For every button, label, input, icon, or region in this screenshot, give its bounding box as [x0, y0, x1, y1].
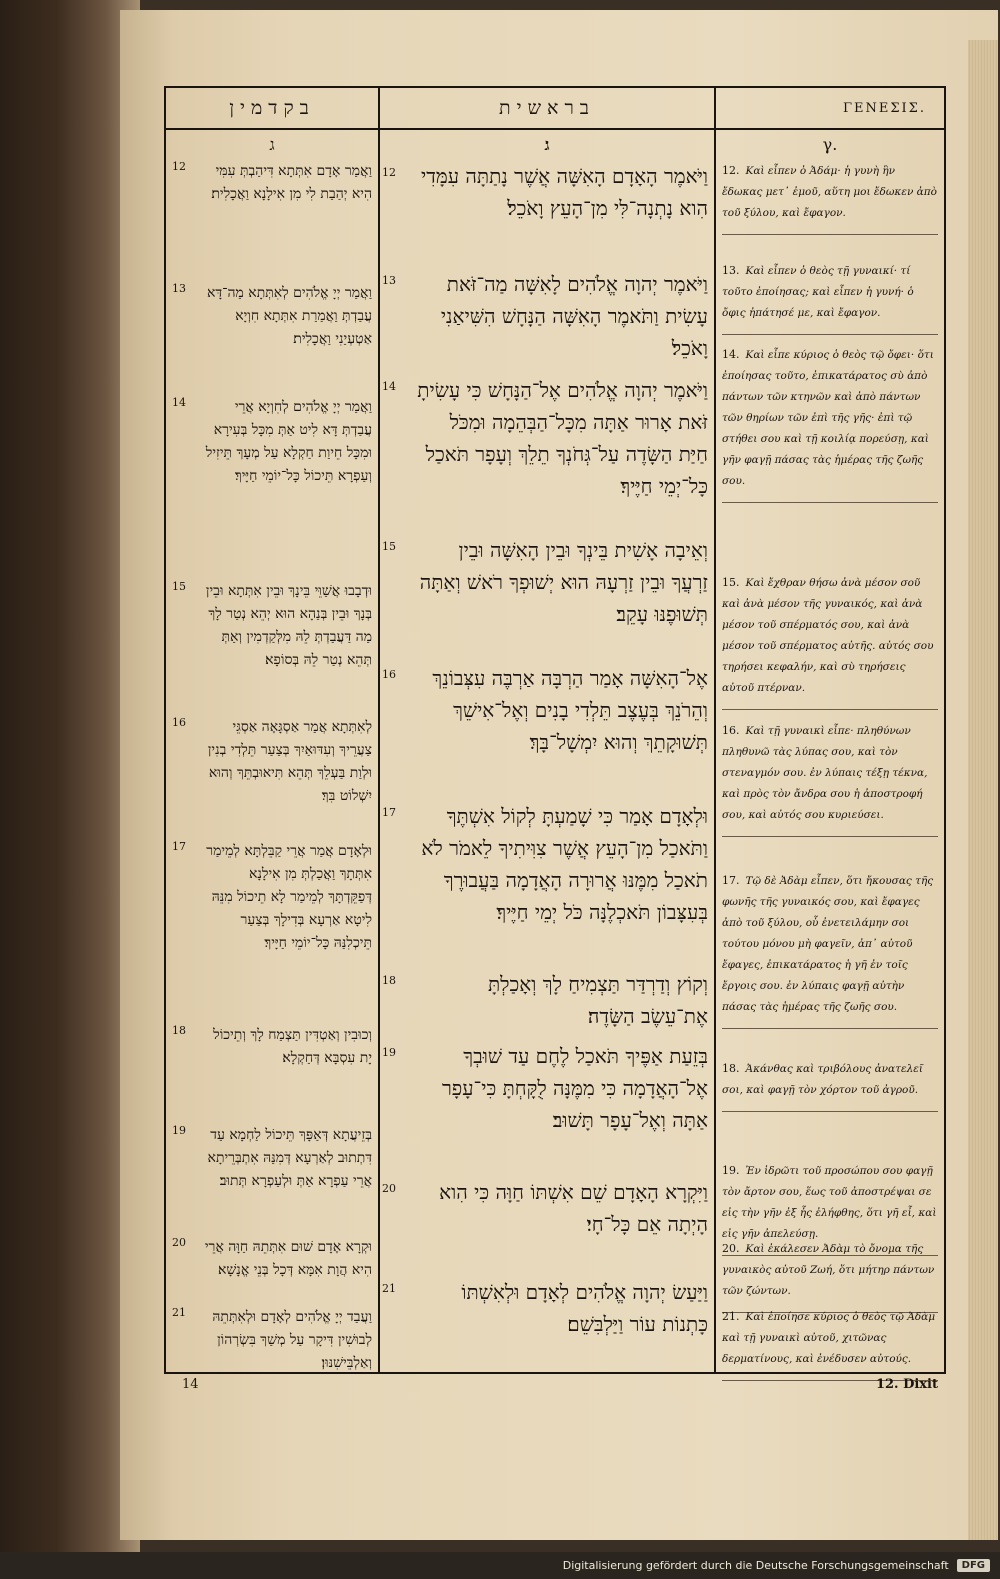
page-number: 14 — [182, 1377, 199, 1392]
verse-number: 16 — [382, 668, 396, 681]
hebrew-verse — [382, 374, 708, 502]
page-footer — [164, 1372, 942, 1401]
aramaic-verse — [172, 1024, 372, 1070]
greek-verse — [722, 344, 938, 503]
verse-number: 19 — [172, 1124, 186, 1137]
greek-verse — [722, 160, 938, 235]
hebrew-verse — [382, 160, 708, 224]
verse-text: וּלְאָדָם אָמַר כִּי שָׁמַעְתָּ לְקוֹל אִשְׁתֶּךָ וַתֹּאכַל מִן־הָעֵץ אֲשֶׁר צִוִּיתִיךָ לֵאמֹר לֹא תֹאכַל מִמֶּנּוּ אֲרוּרָה הָאֲדָמָה בַּעֲבוּרֶךָ בְּעִצָּבוֹן תֹּאכְלֶנָּה כֹּל יְמֵי חַיֶּיךָ׃ — [421, 804, 708, 924]
hebrew-chapter-mark: ג׃ — [544, 135, 550, 154]
greek-column-title: ΓΕΝΕΣΙΣ. — [716, 88, 944, 130]
verse-text: Καὶ εἶπεν ὁ Ἀδάμ· ἡ γυνὴ ἣν ἔδωκας μετ᾽ ἐμοῦ, αὕτη μοι ἔδωκεν ἀπὸ τοῦ ξύλου, καὶ ἔφαγον. — [722, 165, 937, 219]
greek-verse — [722, 1058, 938, 1112]
greek-verse — [722, 720, 938, 837]
verse-text: Καὶ τῇ γυναικὶ εἶπε· πληθύνων πληθυνῶ τὰς λύπας σου, καὶ τὸν στεναγμόν σου. ἐν λύπαις τέξῃ τέκνα, καὶ πρὸς τὸν ἄνδρα σου ἡ ἀποστροφή σου, καὶ αὐτός σου κυριεύσει. — [722, 725, 928, 821]
verse-number: 12 — [382, 166, 396, 179]
verse-text: וַיֹּאמֶר הָאָדָם הָאִשָּׁה אֲשֶׁר נָתַתָּה עִמָּדִי הִוא נָתְנָה־לִּי מִן־הָעֵץ וָאֹכֵל׃ — [420, 164, 708, 220]
hebrew-verse — [382, 800, 708, 928]
hebrew-verses — [380, 160, 714, 1372]
verse-text: וּדְבָבוּ אֲשַׁוֵּי בֵּינָךְ וּבֵין אִתְּתָא וּבֵין בְּנָךְ וּבֵין בְּנַהָא הוּא יְהֵא נְטַר לָךְ מַה דַּעֲבַדְתְּ לֵהּ מִלְּקַדְמִין וְאַתְּ תְּהֵא נְטַר לֵהּ בְּסוֹפָא׃ — [205, 583, 372, 668]
aramaic-chapter-mark: ג — [269, 135, 275, 154]
verse-text: וַעֲבַד יְיָ אֱלֹהִים לְאָדָם וּלְאִתְּתֵהּ לְבוּשִׁין דִּיקָר עַל מְשַׁךְ בִּשְׂרְהוֹן וְאַלְבֵּישִׁנּוּן׃ — [212, 1309, 372, 1371]
digitization-bar — [0, 1552, 1000, 1579]
aramaic-column — [166, 88, 380, 1372]
hebrew-verse — [382, 534, 708, 630]
hebrew-column — [380, 88, 716, 1372]
verse-number: 20 — [382, 1182, 396, 1195]
verse-text: בְּזֵעַת אַפֶּיךָ תֹּאכַל לֶחֶם עַד שׁוּבְךָ אֶל־הָאֲדָמָה כִּי מִמֶּנָּה לֻקָּחְתָּ כִּי־עָפָר אַתָּה וְאֶל־עָפָר תָּשׁוּב׃ — [441, 1044, 708, 1132]
greek-verse — [722, 1238, 938, 1313]
greek-verse — [722, 870, 938, 1029]
verse-number: 18 — [382, 974, 396, 987]
verse-text: וּלְאָדָם אֲמַר אֲרֵי קַבֵּלְתָּא לְמֵימַר אִתְּתָךְ וַאֲכַלְתְּ מִן אִילָנָא דְּפַקֵּדְתָּךְ לְמֵימַר לָא תֵיכוֹל מִנֵּהּ לִיטָא אַרְעָא בְּדִילָךְ בְּצַעַר תֵּיכְלִנַּהּ כָּל־יוֹמֵי חַיָּיךְ׃ — [206, 843, 372, 951]
aramaic-verse — [172, 282, 372, 351]
verse-text: וְקוֹץ וְדַרְדַּר תַּצְמִיחַ לָךְ וְאָכַלְתָּ אֶת־עֵשֶׂב הַשָּׂדֶה׃ — [487, 972, 708, 1028]
verse-number: 14. — [722, 348, 740, 361]
hebrew-verse — [382, 662, 708, 758]
verse-number: 13 — [382, 274, 396, 287]
verse-number: 21 — [172, 1306, 186, 1319]
verse-number: 15 — [172, 580, 186, 593]
verse-number: 15 — [382, 540, 396, 553]
hebrew-verse — [382, 268, 708, 364]
verse-text: לְאִתְּתָא אֲמַר אַסְגָּאָה אַסְגֵּי צַעֲרֵיךְ וְעִדּוּאַיִךְ בְּצַעַר תֵּלְדִי בְנִין וּלְוַת בַּעְלֵךְ תְּהֵא תִּיאוּבְתֵּךְ וְהוּא יִשְׁלוֹט בִּךְ׃ — [207, 719, 372, 804]
aramaic-verse — [172, 716, 372, 808]
text-frame — [164, 86, 946, 1374]
verse-number: 14 — [172, 396, 186, 409]
aramaic-verse — [172, 1306, 372, 1375]
verse-text: Τῷ δὲ Ἀδὰμ εἶπεν, ὅτι ἤκουσας τῆς φωνῆς τῆς γυναικός σου, καὶ ἔφαγες ἀπὸ τοῦ ξύλου, οὗ ἐνετειλάμην σοι τούτου μόνου μὴ φαγεῖν, ἀπ᾽ αὐτοῦ ἔφαγες, ἐπικατάρατος ἡ γῆ ἐν τοῖς ἔργοις σου. ἐν λύπαις φαγῇ αὐτὴν πάσας τὰς ἡμέρας τῆς ζωῆς σου. — [722, 875, 934, 1013]
verse-text: Καὶ εἶπε κύριος ὁ θεὸς τῷ ὄφει· ὅτι ἐποίησας τοῦτο, ἐπικατάρατος σὺ ἀπὸ πάντων τῶν κτηνῶν καὶ ἀπὸ πάντων τῶν θηρίων τῶν ἐπὶ τῆς γῆς· ἐπὶ τῷ στήθει σου καὶ τῇ κοιλίᾳ πορεύσῃ, καὶ γῆν φαγῇ πάσας τὰς ἡμέρας τῆς ζωῆς σου. — [722, 349, 934, 487]
greek-verse — [722, 572, 938, 710]
dfg-logo-icon: DFG — [957, 1559, 990, 1572]
verse-number: 18 — [172, 1024, 186, 1037]
verse-text: Καὶ ἐκάλεσεν Ἀδὰμ τὸ ὄνομα τῆς γυναικὸς αὐτοῦ Ζωή, ὅτι μήτηρ πάντων τῶν ζώντων. — [722, 1243, 935, 1297]
hebrew-verse — [382, 968, 708, 1032]
verse-text: וַיֹּאמֶר יְהוָה אֱלֹהִים לָאִשָּׁה מַה־זֹּאת עָשִׂית וַתֹּאמֶר הָאִשָּׁה הַנָּחָשׁ הִשִּׁיאַנִי וָאֹכֵל׃ — [440, 272, 708, 360]
aramaic-verse — [172, 580, 372, 672]
aramaic-verse — [172, 1124, 372, 1193]
aramaic-verse — [172, 1236, 372, 1282]
verse-number: 21. — [722, 1310, 740, 1323]
greek-chapter-mark: γ. — [822, 135, 838, 154]
aramaic-verse — [172, 840, 372, 955]
aramaic-verse — [172, 160, 372, 206]
verse-text: וַיִּקְרָא הָאָדָם שֵׁם אִשְׁתּוֹ חַוָּה כִּי הִוא הָיְתָה אֵם כָּל־חָי׃ — [439, 1180, 708, 1236]
greek-verse — [722, 1306, 938, 1381]
verse-number: 15. — [722, 576, 740, 589]
verse-number: 17 — [382, 806, 396, 819]
verse-number: 17 — [172, 840, 186, 853]
verse-text: Ἐν ἱδρῶτι τοῦ προσώπου σου φαγῇ τὸν ἄρτον σου, ἕως τοῦ ἀποστρέψαι σε εἰς τὴν γῆν ἐξ ἧς ἐλήφθης, ὅτι γῆ εἶ, καὶ εἰς γῆν ἀπελεύσῃ. — [722, 1165, 937, 1240]
verse-text: Ἀκάνθας καὶ τριβόλους ἀνατελεῖ σοι, καὶ φαγῇ τὸν χόρτον τοῦ ἀγροῦ. — [722, 1063, 923, 1096]
verse-text: וַאֲמַר יְיָ אֱלֹהִים לְחִוְיָא אֲרֵי עֲבַדְתְּ דָּא לִיט אַתְּ מִכָּל בְּעִירָא וּמִכָּל חֵיוַת חַקְלָא עַל מְעָךְ תֵּיזִיל וְעַפְרָא תֵּיכוֹל כָּל־יוֹמֵי חַיָּיךְ׃ — [205, 399, 372, 484]
verse-number: 19. — [722, 1164, 740, 1177]
verse-number: 12 — [172, 160, 186, 173]
book-binding — [0, 0, 140, 1579]
hebrew-verse — [382, 1040, 708, 1136]
verse-text: Καὶ ἔχθραν θήσω ἀνὰ μέσον σοῦ καὶ ἀνὰ μέσον τῆς γυναικός, καὶ ἀνὰ μέσον τοῦ σπέρματός σου, καὶ ἀνὰ μέσον τοῦ σπέρματος αὐτῆς. αὐτός σου τηρήσει κεφαλήν, καὶ σὺ τηρήσεις αὐτοῦ πτέρναν. — [722, 577, 934, 694]
aramaic-verses — [166, 160, 378, 1372]
verse-number: 18. — [722, 1062, 740, 1075]
verse-number: 13 — [172, 282, 186, 295]
hebrew-verse — [382, 1176, 708, 1240]
greek-verse — [722, 260, 938, 335]
verse-text: וַיֹּאמֶר יְהוָה אֱלֹהִים אֶל־הַנָּחָשׁ כִּי עָשִׂיתָ זֹּאת אָרוּר אַתָּה מִכָּל־הַבְּהֵמָה וּמִכֹּל חַיַּת הַשָּׂדֶה עַל־גְּחֹנְךָ תֵלֵךְ וְעָפָר תֹּאכַל כָּל־יְמֵי חַיֶּיךָ׃ — [417, 378, 708, 498]
verse-text: וַיַּעַשׂ יְהוָה אֱלֹהִים לְאָדָם וּלְאִשְׁתּוֹ כָּתְנוֹת עוֹר וַיַּלְבִּשֵׁם׃ — [461, 1280, 708, 1336]
verse-number: 12. — [722, 164, 740, 177]
greek-verses — [716, 160, 944, 1372]
verse-number: 20. — [722, 1242, 740, 1255]
hebrew-column-title: בראשית — [380, 88, 714, 130]
verse-text: Καὶ ἐποίησε κύριος ὁ θεὸς τῷ Ἀδὰμ καὶ τῇ γυναικὶ αὐτοῦ, χιτῶνας δερματίνους, καὶ ἐνέδυσεν αὐτούς. — [722, 1311, 936, 1365]
aramaic-column-title: בקדמין — [166, 88, 378, 130]
verse-number: 16 — [172, 716, 186, 729]
verse-text: אֶל־הָאִשָּׁה אָמַר הַרְבָּה אַרְבֶּה עִצְּבוֹנֵךְ וְהֵרֹנֵךְ בְּעֶצֶב תֵּלְדִי בָנִים וְאֶל־אִישֵׁךְ תְּשׁוּקָתֵךְ וְהוּא יִמְשָׁל־בָּךְ׃ — [432, 666, 708, 754]
page-edge — [968, 40, 998, 1540]
verse-text: Καὶ εἶπεν ὁ θεὸς τῇ γυναικί· τί τοῦτο ἐποίησας; καὶ εἶπεν ἡ γυνή· ὁ ὄφις ἠπάτησέ με, καὶ ἔφαγον. — [722, 265, 914, 319]
verse-text: וְאֵיבָה אָשִׁית בֵּינְךָ וּבֵין הָאִשָּׁה וּבֵין זַרְעֲךָ וּבֵין זַרְעָהּ הוּא יְשׁוּפְךָ רֹאשׁ וְאַתָּה תְּשׁוּפֶנּוּ עָקֵב׃ — [419, 538, 708, 626]
verse-number: 17. — [722, 874, 740, 887]
verse-number: 14 — [382, 380, 396, 393]
digitization-credit: Digitalisierung gefördert durch die Deutsche Forschungsgemeinschaft — [562, 1559, 949, 1572]
verse-text: וְכוּבִין וְאַטְדִּין תַּצְמַח לָךְ וְתֵיכוֹל יָת עִסְבָּא דְּחַקְלָא׃ — [213, 1027, 372, 1066]
verse-number: 19 — [382, 1046, 396, 1059]
hebrew-verse — [382, 1276, 708, 1340]
verse-number: 21 — [382, 1282, 396, 1295]
verse-text: וּקְרָא אָדָם שׁוּם אִתְּתֵהּ חַוָּה אֲרֵי הִיא הֲוָת אִמָּא דְּכָל בְּנֵי אֱנָשָׁא׃ — [204, 1239, 372, 1278]
verse-number: 20 — [172, 1236, 186, 1249]
verse-text: וַאֲמַר אָדָם אִתְּתָא דִּיהַבְתְּ עִמִּי הִיא יְהַבַת לִי מִן אִילָנָא וַאֲכָלִית׃ — [211, 163, 372, 202]
greek-column — [716, 88, 944, 1372]
verse-text: וַאֲמַר יְיָ אֱלֹהִים לְאִתְּתָא מַה־דָּא עֲבַדְתְּ וַאֲמַרַת אִתְּתָא חִוְיָא אַטְעְיַנִי וַאֲכָלִית׃ — [207, 285, 372, 347]
verse-text: בְּזֵיעֲתָא דְּאַפָּךְ תֵּיכוֹל לַחְמָא עַד דִּתְתוּב לְאַרְעָא דְּמִנַּהּ אִתְבְּרֵיתָא אֲרֵי עַפְרָא אַתְּ וּלְעַפְרָא תְּתוּב׃ — [207, 1127, 372, 1189]
aramaic-verse — [172, 396, 372, 488]
catchword: 12. Dixit — [875, 1377, 938, 1392]
verse-number: 16. — [722, 724, 740, 737]
verse-number: 13. — [722, 264, 740, 277]
